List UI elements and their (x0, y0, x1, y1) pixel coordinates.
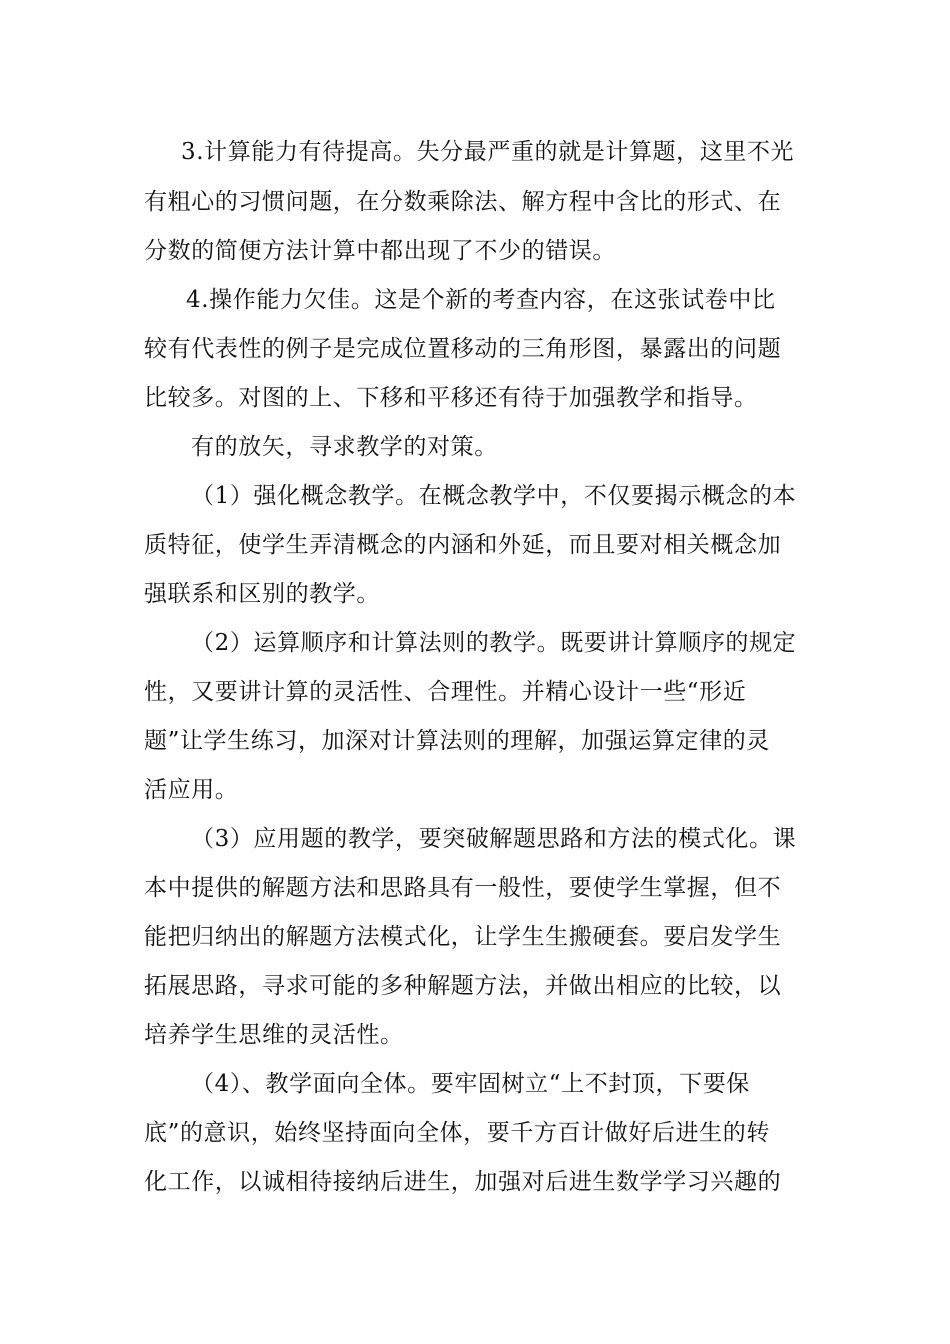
text-line: （3）应用题的教学，要突破解题思路和方法的模式化。课 (191, 826, 797, 852)
text-line: 3.计算能力有待提高。失分最严重的就是计算题，这里不光 (181, 139, 795, 165)
text-line: 比较多。对图的上、下移和平移还有待于加强教学和指导。 (144, 385, 758, 411)
text-line: 能把归纳出的解题方法模式化，让学生生搬硬套。要启发学生 (144, 924, 782, 950)
text-line: （4）、教学面向全体。要牢固树立“上不封顶，下要保 (191, 1071, 750, 1097)
text-line: 4.操作能力欠佳。这是个新的考查内容，在这张试卷中比 (186, 287, 776, 313)
text-line: 性，又要讲计算的灵活性、合理性。并精心设计一些“形近 (144, 679, 747, 705)
text-line: 化工作，以诚相待接纳后进生，加强对后进生数学学习兴趣的 (144, 1169, 782, 1195)
text-line: 分数的简便方法计算中都出现了不少的错误。 (144, 238, 616, 264)
text-line: 较有代表性的例子是完成位置移动的三角形图，暴露出的问题 (144, 336, 782, 362)
text-line: 活应用。 (144, 777, 239, 803)
text-line: 本中提供的解题方法和思路具有一般性，要使学生掌握，但不 (144, 875, 782, 901)
text-line: 强联系和区别的教学。 (144, 581, 380, 607)
text-line: 拓展思路，寻求可能的多种解题方法，并做出相应的比较，以 (144, 973, 782, 999)
text-line: 题”让学生练习，加深对计算法则的理解，加强运算定律的灵 (144, 728, 770, 754)
text-line: 有的放矢，寻求教学的对策。 (191, 434, 498, 460)
text-line: （1）强化概念教学。在概念教学中，不仅要揭示概念的本 (191, 483, 797, 509)
text-line: 质特征，使学生弄清概念的内涵和外延，而且要对相关概念加 (144, 532, 782, 558)
text-line: （2）运算顺序和计算法则的教学。既要讲计算顺序的规定 (191, 630, 797, 656)
text-line: 有粗心的习惯问题，在分数乘除法、解方程中含比的形式、在 (144, 189, 782, 215)
text-line: 培养学生思维的灵活性。 (144, 1022, 404, 1048)
text-line: 底”的意识，始终坚持面向全体，要千方百计做好后进生的转 (144, 1120, 770, 1146)
